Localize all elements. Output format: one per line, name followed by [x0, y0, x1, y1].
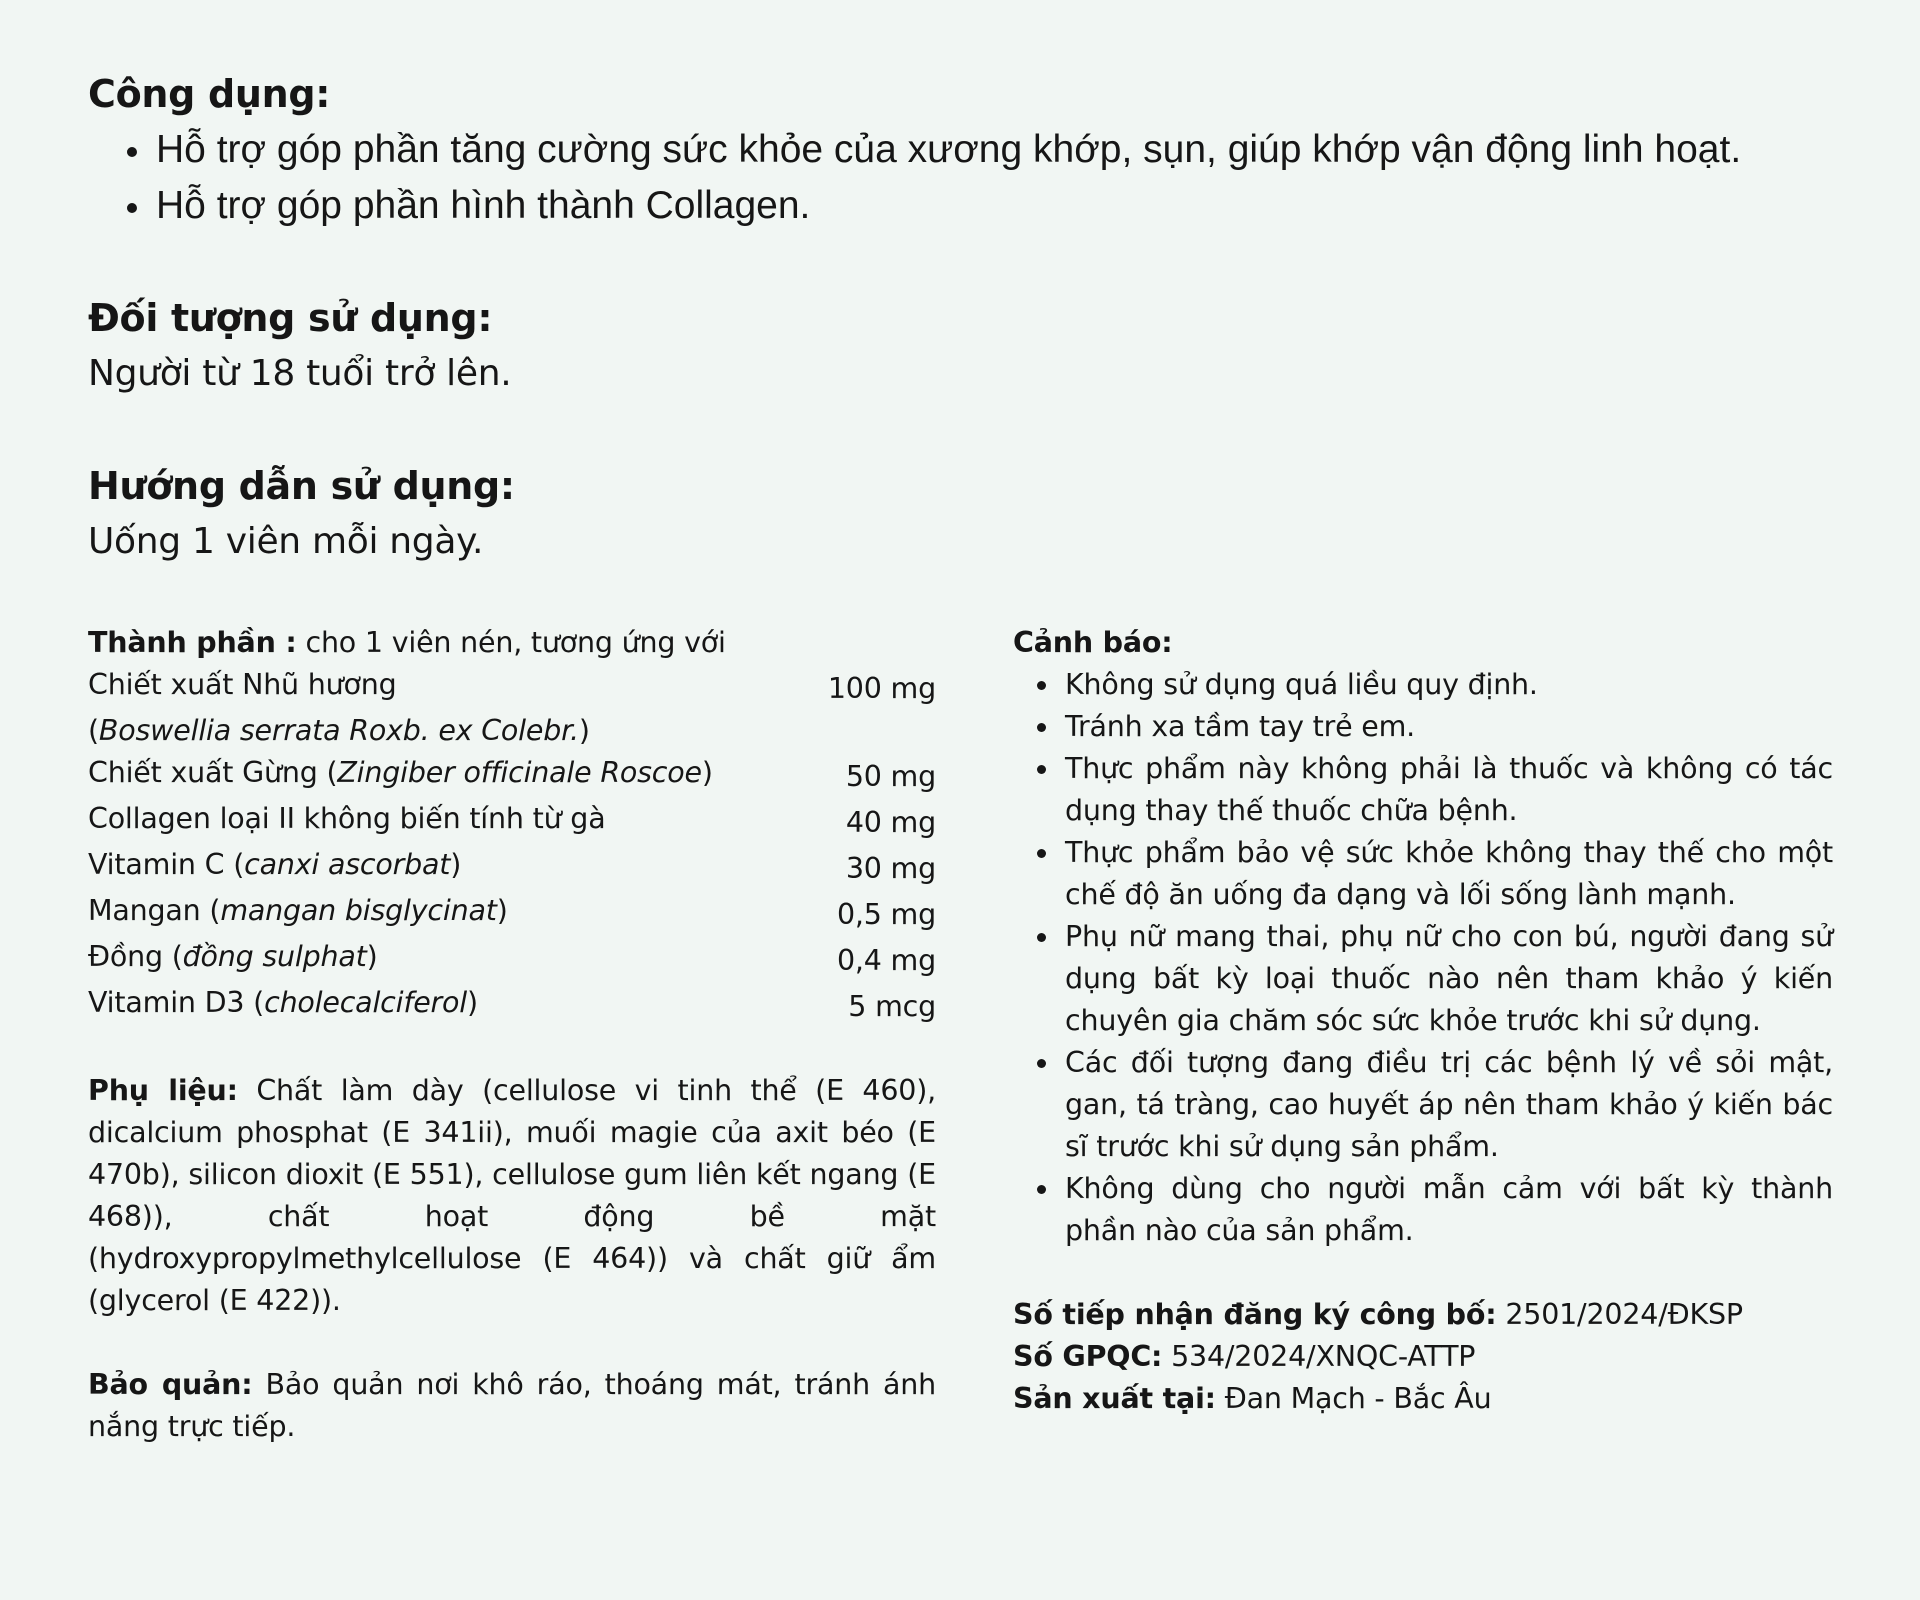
- target-section: [88, 290, 1832, 402]
- ingredient-name: [88, 936, 796, 978]
- right-column: [1013, 622, 1833, 1420]
- warning-item: Không dùng cho người mẫn cảm với bất kỳ thành phần nào của sản phẩm.: [1065, 1168, 1833, 1252]
- ingredient-latin-name: canxi ascorbat: [244, 848, 451, 881]
- ingredient-latin-name: mangan bisglycinat: [220, 894, 497, 927]
- ingredient-row: [88, 752, 936, 798]
- ingredient-name: [88, 982, 796, 1024]
- gpqc-value: 534/2024/XNQC-ATTP: [1162, 1340, 1476, 1373]
- declaration-value: 2501/2024/ĐKSP: [1496, 1298, 1743, 1331]
- left-column: [88, 622, 936, 1448]
- ingredient-row: [88, 936, 936, 982]
- usage-item: Hỗ trợ góp phần hình thành Collagen.: [156, 178, 1832, 234]
- ingredient-suffix: ): [578, 714, 590, 747]
- ingredient-amount: 100 mg: [827, 672, 936, 705]
- excipients-label: Phụ liệu:: [88, 1074, 238, 1107]
- warning-item: Phụ nữ mang thai, phụ nữ cho con bú, người đang sử dụng bất kỳ loại thuốc nào nên tham khảo ý kiến chuyên gia chăm sóc sức khỏe trước khi sử dụng.: [1065, 916, 1833, 1042]
- gpqc-label: Số GPQC:: [1013, 1340, 1163, 1373]
- declaration-label: Số tiếp nhận đăng ký công bố:: [1013, 1298, 1497, 1331]
- warning-item: Thực phẩm bảo vệ sức khỏe không thay thế cho một chế độ ăn uống đa dạng và lối sống lành mạnh.: [1065, 832, 1833, 916]
- usage-list: [88, 122, 1832, 234]
- ingredient-row: [88, 798, 936, 844]
- warning-list: [1013, 664, 1833, 1252]
- ingredients-label: Thành phần :: [88, 626, 297, 659]
- excipients-text: Chất làm dày (cellulose vi tinh thể (E 460), dicalcium phosphat (E 341ii), muối magie của axit béo (E 470b), silicon dioxit (E 551), cellulose gum liên kết ngang (E 468)), chất hoạt động bề mặt (hydroxypropylmethylcellulose (E 464)) và chất giữ ẩm (glycerol (E 422)).: [88, 1074, 937, 1317]
- ingredient-row: [88, 664, 936, 710]
- usage-title: Công dụng:: [88, 72, 331, 116]
- ingredient-suffix: ): [450, 848, 462, 881]
- ingredient-prefix: (: [88, 714, 99, 747]
- warning-item: Tránh xa tầm tay trẻ em.: [1065, 706, 1833, 748]
- warning-label: Cảnh báo:: [1013, 626, 1173, 659]
- ingredient-suffix: ): [366, 940, 378, 973]
- guide-section: [88, 458, 1832, 570]
- made-in-value: Đan Mạch - Bắc Âu: [1215, 1382, 1492, 1415]
- warning-item: Thực phẩm này không phải là thuốc và không có tác dụng thay thế thuốc chữa bệnh.: [1065, 748, 1833, 832]
- ingredient-prefix: Vitamin C (: [88, 848, 245, 881]
- ingredient-suffix: ): [701, 756, 713, 789]
- made-in-label: Sản xuất tại:: [1013, 1382, 1216, 1415]
- ingredient-name: Chiết xuất Nhũ hương: [88, 668, 397, 701]
- ingredient-amount: 0,4 mg: [836, 944, 936, 977]
- ingredient-amount: [796, 710, 936, 714]
- ingredient-latin-name: Zingiber officinale Roscoe: [337, 756, 702, 789]
- ingredient-row: [88, 710, 936, 752]
- ingredient-row: [88, 982, 936, 1028]
- made-in-line: [1013, 1378, 1833, 1420]
- ingredient-amount: 30 mg: [845, 852, 936, 885]
- ingredient-name: [88, 890, 796, 932]
- target-title: Đối tượng sử dụng:: [88, 296, 493, 340]
- ingredients-heading: [88, 622, 936, 664]
- usage-item: Hỗ trợ góp phần tăng cường sức khỏe của xương khớp, sụn, giúp khớp vận động linh hoạt.: [156, 122, 1832, 178]
- ingredient-name: [88, 752, 796, 794]
- gpqc-line: [1013, 1336, 1833, 1378]
- ingredient-prefix: Chiết xuất Gừng (: [88, 756, 338, 789]
- guide-title: Hướng dẫn sử dụng:: [88, 464, 515, 508]
- ingredient-row: [88, 890, 936, 936]
- ingredient-name: [88, 710, 796, 752]
- guide-text: Uống 1 viên mỗi ngày.: [88, 521, 484, 562]
- ingredient-prefix: Vitamin D3 (: [88, 986, 265, 1019]
- warning-item: Các đối tượng đang điều trị các bệnh lý về sỏi mật, gan, tá tràng, cao huyết áp nên tham khảo ý kiến bác sĩ trước khi sử dụng sản phẩm.: [1065, 1042, 1833, 1168]
- ingredient-prefix: Mangan (: [88, 894, 221, 927]
- ingredient-latin-name: đồng sulphat: [182, 940, 367, 973]
- ingredient-latin-name: cholecalciferol: [264, 986, 467, 1019]
- storage-paragraph: [88, 1364, 936, 1448]
- ingredient-amount: 40 mg: [845, 806, 936, 839]
- storage-text: Bảo quản nơi khô ráo, thoáng mát, tránh ánh nắng trực tiếp.: [88, 1368, 936, 1443]
- warning-item: Không sử dụng quá liều quy định.: [1065, 664, 1833, 706]
- ingredient-suffix: ): [467, 986, 478, 1019]
- ingredient-name: [88, 844, 796, 886]
- usage-section: [88, 66, 1832, 234]
- ingredient-amount: 0,5 mg: [836, 898, 936, 931]
- target-text: Người từ 18 tuổi trở lên.: [88, 353, 512, 394]
- ingredient-latin-name: Boswellia serrata Roxb. ex Colebr.: [98, 714, 579, 747]
- ingredient-name: Collagen loại II không biến tính từ gà: [88, 802, 606, 835]
- storage-label: Bảo quản:: [88, 1368, 253, 1401]
- ingredient-amount: 5 mcg: [848, 990, 936, 1023]
- ingredient-row: [88, 844, 936, 890]
- ingredient-amount: 50 mg: [845, 760, 936, 793]
- declaration-line: [1013, 1294, 1833, 1336]
- ingredient-prefix: Đồng (: [88, 940, 183, 973]
- excipients-paragraph: [88, 1070, 936, 1322]
- ingredient-suffix: ): [496, 894, 508, 927]
- ingredients-intro: cho 1 viên nén, tương ứng với: [296, 626, 726, 659]
